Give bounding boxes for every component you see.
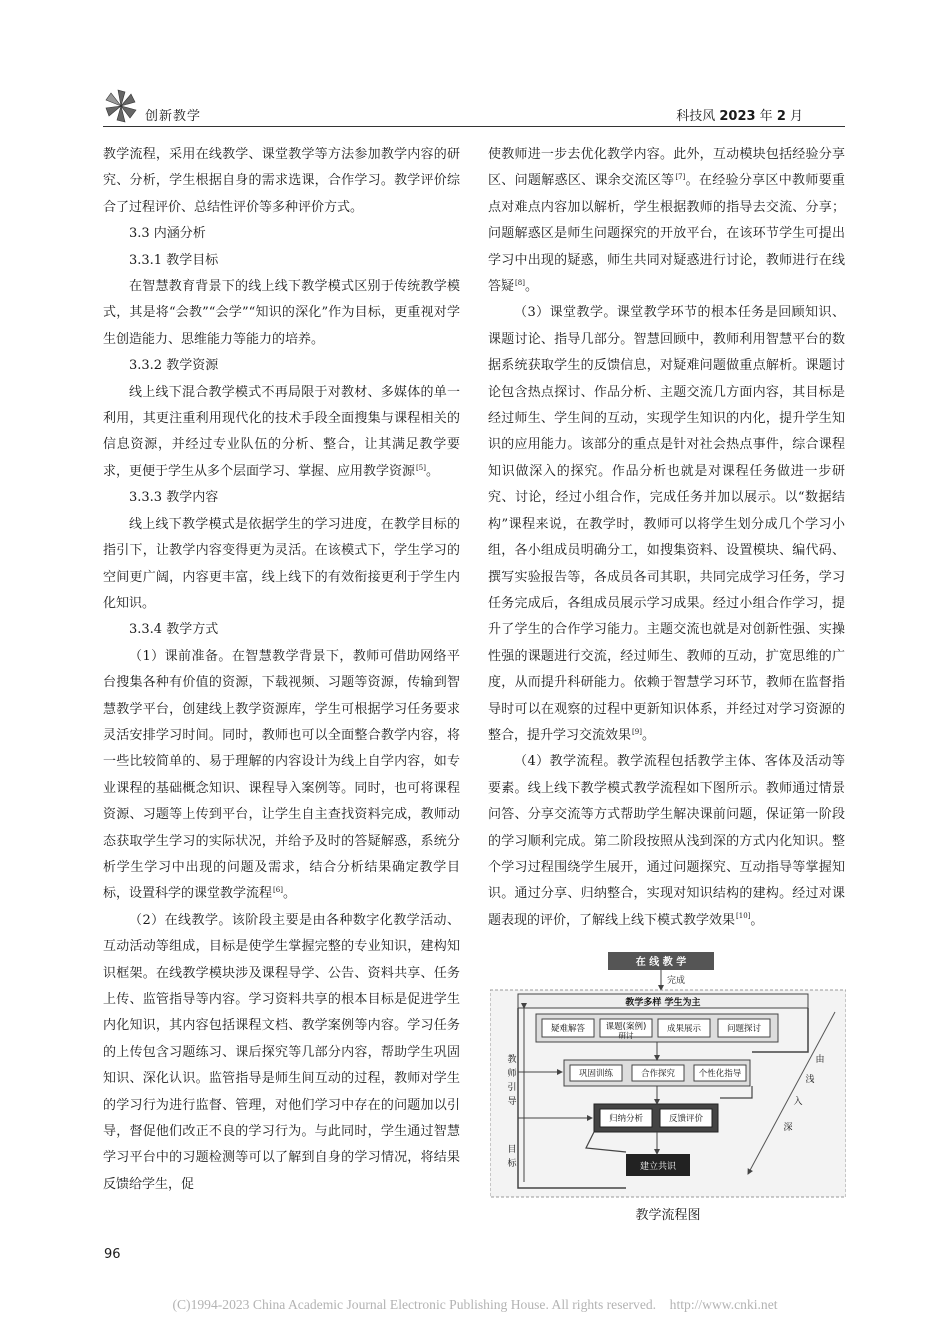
page-header [103,88,845,128]
flow-depth-label: 入 [793,1097,803,1107]
paragraph-text: （3）课堂教学。课堂教学环节的根本任务是回顾知识、课题讨论、指导几部分。智慧回顾中，教师利用智慧平台的数据系统获取学生的反馈信息，对疑难问题做重点解析。课题讨论包含热点探讨、作品分析、主题交流几方面内容，其目标是经过师生、学生间的互动，实现学生知识的内化，提升学生知识的应用能力。该部分的重点是针对社会热点事件，综合课程知识做深入的探究。作品分析也就是对课程任务做进一步研究、讨论，经过小组合作，完成任务并加以展示。以“数据结构”课程来说，在教学时，教师可以将学生划分成几个学习小组，各小组成员明确分工，如搜集资料、设置模块、编代码、撰写实验报告等，各成员各司其职，共同完成学习任务，学习任务完成后，各组成员展示学习成果。经过小组合作学习，提升了学生的合作学习能力。主题交流也就是对创新性强、实操性强的课题进行交流，经过师生、教师的互动，扩宽思维的广度，从而提升科研能力。依赖于智慧学习环节，教师在监督指导时可以在观察的过程中更新知识体系，并经过对学习资源的整合，提升学习交流效果 [488,305,845,743]
flow-node-label: 巩固训练 [578,1069,614,1079]
flow-node-label: 合作探究 [640,1069,676,1079]
flow-depth-label: 浅 [805,1075,815,1085]
flow-side-label: 导 [507,1097,517,1107]
paragraph [103,908,460,1198]
paragraph [103,248,460,274]
flow-node-label: 成果展示 [666,1024,702,1034]
flow-side-label: 引 [507,1083,517,1093]
citation-ref: [5] [416,463,426,472]
flow-side-label: 师 [507,1069,517,1079]
paragraph-text: 在智慧教育背景下的线上线下教学模式区别于传统教学模式，其是将“会教”“会学”“知识的深化”作为目标，更重视对学生创造能力、思维能力等能力的培养。 [103,279,460,347]
citation-ref: [8] [515,278,525,287]
flow-goal-label: 标 [507,1159,517,1169]
paragraph [103,274,460,353]
journal-logo-icon [103,88,139,124]
paragraph [103,380,460,486]
paragraph [103,353,460,379]
figure-caption: 教学流程图 [635,1208,701,1223]
paragraph-text: （1）课前准备。在智慧教学背景下，教师可借助网络平台搜集各种有价值的资源，下载视频、习题等资源，传输到智慧教学平台，创建线上教学资源库，学生可根据学习任务要求灵活安排学习时间。同时，教师也可以全面整合教学内容，将一些比较简单的、易于理解的内容设计为线上自学内容，如专业课程的基础概念知识、课程导入案例等。同时，也可将课程资源、习题等上传到平台，让学生自主查找资料完成，教师动态获取学生学习的实际状况，并给予及时的答疑解惑，系统分析学生学习中出现的问题及需求，结合分析结果确定教学目标，设置科学的课堂教学流程 [103,648,460,902]
citation-ref: [7] [675,173,686,182]
paragraph-text: 3.3.4 教学方式 [129,622,219,638]
citation-ref: [9] [632,727,642,736]
paragraph [488,142,845,300]
paragraph [488,300,845,749]
flow-node-label: 课题(案例) [605,1022,647,1032]
paragraph [103,644,460,908]
paragraph-text: （2）在线教学。该阶段主要是由各种数字化教学活动、互动活动等组成，目标是使学生掌握完整的专业知识，建构知识框架。在线教学模块涉及课程导学、公告、资料共享、任务上传、监管指导等内容。学习资料共享的根本目标是促进学生内化知识，其内容包括课程文档、教学案例等内容。学习任务的上传包含习题练习、课后探究等几部分内容，帮助学生巩固知识、深化认识。监管指导是师生间互动的过程，教师对学生的学习行为进行监督、管理，对他们学习中存在的问题加以引导，督促他们改正不良的学习行为。与此同时，学生通过智慧学习平台中的习题检测等可以了解到自身的学习情况，将结果反馈给学生，促 [103,912,460,1192]
paragraph-text: 。 [425,463,439,479]
paragraph [103,221,460,247]
flow-node-label: 归纳分析 [608,1114,644,1124]
page-number: 96 [104,1247,121,1262]
paragraph-text: 。 [641,727,655,743]
flow-node-label: 反馈评价 [668,1114,704,1124]
paragraph-text: 。 [282,886,296,902]
flow-side-label: 教 [507,1055,517,1065]
flow-online-label: 在 线 教 学 [635,957,687,968]
flow-node-label: 问题探讨 [726,1024,762,1034]
paragraph-text: 3.3.2 教学资源 [129,358,219,374]
paragraph [488,749,845,934]
paragraph-text: 使教师进一步去优化教学内容。此外，互动模块包括经验分享区、问题解惑区、课余交流区等 [488,147,845,189]
flow-depth-label: 深 [783,1123,793,1133]
flow-node-label: 疑难解答 [550,1024,586,1034]
journal-issue: 科技风 2023 年 2 月 [676,109,803,124]
header-rule [103,126,845,127]
left-column [103,142,460,1198]
citation-ref: [6] [273,886,283,895]
section-title: 创新教学 [145,109,202,124]
copyright-footer: (C)1994-2023 China Academic Journal Electronic Publishing House. All rights reserved. http://www.cnki.net [172,1297,778,1312]
paragraph-text: 3.3.3 教学内容 [129,490,219,506]
paragraph [103,142,460,221]
paragraph-text: （4）教学流程。教学流程包括教学主体、客体及活动等要素。线上线下教学模式教学流程如下图所示。教师通过情景问答、分享交流等方式帮助学生解决课前问题，保证第一阶段的学习顺利完成。第二阶段按照从浅到深的方式内化知识。整个学习过程围绕学生展开，通过问题探究、互动指导等掌握知识。通过分享、归纳整合，实现对知识结构的建构。经过对课题表现的评价，了解线上线下模式教学效果 [488,754,845,928]
flow-band-label: 教学多样 学生为主 [625,998,701,1008]
flow-consensus-label: 建立共识 [639,1162,677,1172]
flow-depth-label: 由 [815,1055,825,1065]
paragraph-text: 。 [524,279,538,295]
paragraph-text: 教学流程，采用在线教学、课堂教学等方法参加教学内容的研究、分析，学生根据自身的需求选课，合作学习。教学评价综合了过程评价、总结性评价等多种评价方式。 [103,147,460,215]
paragraph-text: 。在经验分享区中教师要重点对难点内容加以解析，学生根据教师的指导去交流、分享；问题解惑区是师生问题探究的开放平台，在该环节学生可提出学习中出现的疑惑，师生共同对疑惑进行讨论，教师进行在线答疑 [488,173,845,295]
paragraph [103,617,460,643]
flow-done-label: 完成 [667,976,686,986]
paragraph [103,485,460,511]
paragraph [103,512,460,618]
flow-node-sublabel: 研讨 [618,1031,634,1040]
teaching-flowchart [490,952,846,1198]
paragraph-text: 线上线下教学模式是依据学生的学习进度，在教学目标的指引下，让教学内容变得更为灵活。在该模式下，学生学习的空间更广阔，内容更丰富，线上线下的有效衔接更利于学生内化知识。 [103,516,460,611]
paragraph-text: 。 [750,912,764,928]
paragraph-text: 3.3.1 教学目标 [129,252,219,268]
paragraph-text: 3.3 内涵分析 [129,226,206,242]
flow-goal-label: 目 [507,1145,517,1155]
citation-ref: [10] [736,912,751,921]
paragraph-text: 线上线下混合教学模式不再局限于对教材、多媒体的单一利用，其更注重利用现代化的技术手段全面搜集与课程相关的信息资源，并经过专业队伍的分析、整合，让其满足教学要求，更便于学生从多个层面学习、掌握、应用教学资源 [103,384,460,479]
right-column [488,142,845,934]
flow-node-label: 个性化指导 [698,1069,742,1079]
